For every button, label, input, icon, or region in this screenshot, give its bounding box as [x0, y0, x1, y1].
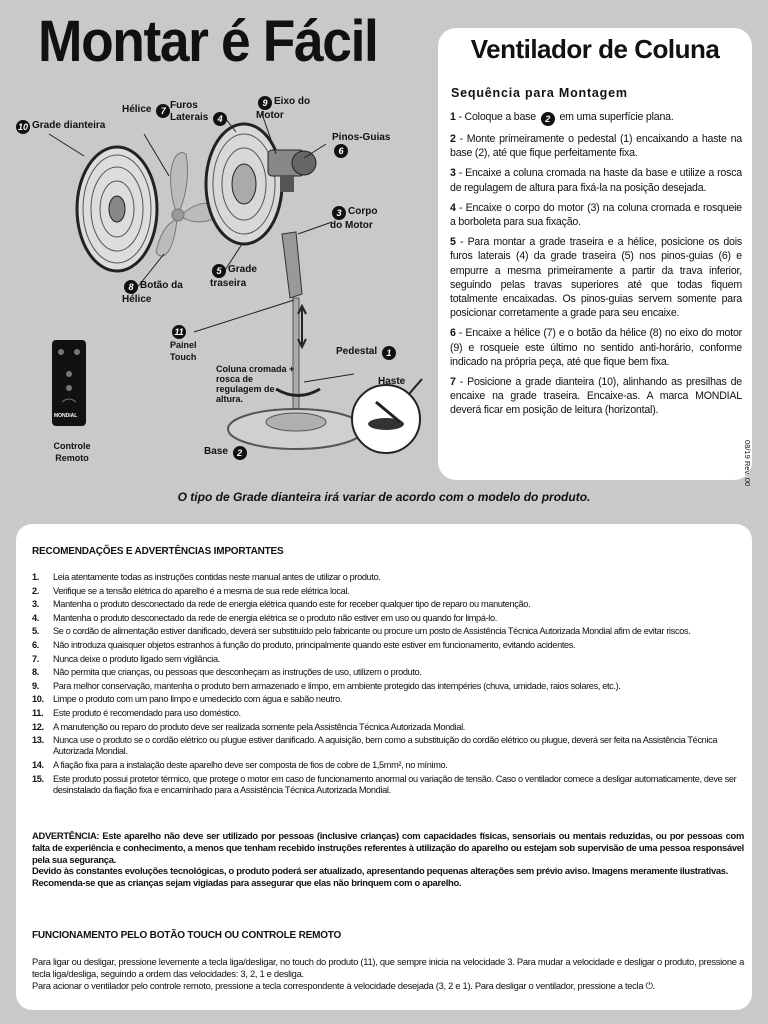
label-base: Base 2: [204, 446, 249, 460]
warning-text: ADVERTÊNCIA: Este aparelho não deve ser utilizado por pessoas (inclusive crianças) com capacidades físicas, sensoriais ou mentais reduzidas, ou por pessoas com falta de experiência e conhecimento, a menos que tenham recebido instruções referentes à utilização do aparelho ou estejam sob supervisão de uma pessoa responsável pela sua segurança.: [32, 830, 744, 865]
list-item: 11. Este produto é recomendado para uso doméstico.: [32, 707, 241, 718]
label-pedestal: Pedestal 1: [336, 346, 398, 360]
function-remote-text: Para acionar o ventilador pelo controle remoto, pressione a tecla correspondente à velocidade desejada (3, 2 e 1). Para desligar o ventilador, pressione a tecla ⏻.: [32, 980, 655, 991]
haste-inset: [352, 379, 422, 453]
label-botao-helice: 8 Botão da Hélice: [122, 280, 183, 305]
function-title: FUNCIONAMENTO PELO BOTÃO TOUCH OU CONTROLE REMOTO: [32, 930, 342, 941]
step-1: 1 - Coloque a base 2 em uma superfície plana.: [450, 111, 674, 124]
list-item: 6. Não introduza quaisquer objetos estranhos à função do produto, principalmente quando este estiver em funcionamento, evitando acidentes.: [32, 639, 576, 650]
list-item: 13. Nunca use o produto se o cordão elétrico ou plugue estiver danificado. A aquisição, bem como a substituição do cordão elétrico ou plugue, deverá ser feita na Assistência Técnica Autorizada Mondial.: [32, 735, 718, 757]
update-notice: Devido às constantes evoluções tecnológicas, o produto poderá ser atualizado, apresentando pequenas alterações sem prévio aviso. Imagens meramente ilustrativas.: [32, 865, 729, 877]
remote-brand: MONDIAL: [54, 413, 78, 419]
recommendations-panel: [16, 524, 752, 1010]
assembly-card: [438, 28, 752, 480]
list-item: 5. Se o cordão de alimentação estiver danificado, deverá ser substituído pelo fabricante ou procure um posto de Assistência Técnica Autorizada Mondial afim de evitar riscos.: [32, 626, 691, 637]
badge-1-icon: 1: [382, 346, 396, 360]
label-haste: Haste: [378, 376, 406, 387]
recommendations-title: RECOMENDAÇÕES E ADVERTÊNCIAS IMPORTANTES: [32, 546, 284, 557]
list-item: 3. Mantenha o produto desconectado da rede de energia elétrica quando este for receber qualquer tipo de reparo ou manutenção.: [32, 599, 531, 610]
step-2: 2 - Monte primeiramente o pedestal (1) encaixando a haste na base (2), até que fique perfeitamente fixa.: [450, 133, 742, 160]
list-item: 4. Mantenha o produto desconectado da rede de energia elétrica se o produto não estiver em uso ou quando for limpá-lo.: [32, 612, 497, 623]
step-5: 5 - Para montar a grade traseira e a hélice, posicione os dois furos laterais (4) da grade traseira (5) nos pinos-guias (6) e empurre a mesma primeiramente a partir da trava inferior, seguindo pelas travas superiores até que todas fiquem totalmente encaixadas. Os pinos-guias servem somente para posicionar corretamente a grade para seu encaixe.: [450, 236, 742, 320]
list-item: 8. Não permita que crianças, ou pessoas que desconheçam as instruções de uso, utilizem o produto.: [32, 667, 422, 678]
function-block: [32, 956, 744, 992]
list-item: 10. Limpe o produto com um pano limpo e umedecido com água e sabão neutro.: [32, 694, 343, 705]
list-item: 15. Este produto possui protetor térmico, que protege o motor em caso de funcionamento anormal ou variação de tensão. Caso o ventilador comece a desligar automaticamente, deve ser desinstalado da fiação fixa e encaminhado para a Assistência Técnica Autorizada Mondial.: [32, 773, 737, 795]
label-helice: Hélice 7: [122, 104, 172, 118]
list-item: 9. Para melhor conservação, mantenha o produto bem armazenado e limpo, em ambiente protegido das intempéries (chuva, umidade, raios solares, etc.).: [32, 680, 621, 691]
step-3: 3 - Encaixe a coluna cromada na haste da base e utilize a rosca de regulagem de altura para fixá-la na posição desejada.: [450, 167, 742, 194]
badge-4-icon: 4: [213, 112, 227, 126]
step-4: 4 - Encaixe o corpo do motor (3) na coluna cromada e rosqueie a borboleta para sua fixação.: [450, 201, 742, 229]
assembly-diagram: [14, 84, 434, 484]
badge-9-icon: 9: [258, 96, 272, 110]
list-item: 1. Leia atentamente todas as instruções contidas neste manual antes de utilizar o produto.: [32, 572, 381, 582]
badge-10-icon: 10: [17, 122, 28, 132]
label-controle-remoto: Controle Remoto: [53, 441, 91, 463]
card-title: Ventilador de Coluna: [470, 34, 720, 64]
label-corpo-motor: 3 Corpo do Motor: [330, 206, 378, 231]
recommendations-list: [32, 572, 744, 798]
badge-3-icon: 3: [332, 206, 346, 220]
label-pinos-guias: Pinos-Guias 6: [332, 132, 391, 156]
card-subtitle: Sequência para Montagem: [451, 86, 628, 100]
badge-2-icon: 2: [233, 446, 247, 460]
badge-8-icon: 8: [124, 280, 138, 294]
label-coluna: Coluna cromada + rosca de regulagem de altura.: [216, 364, 295, 404]
page-title: Montar é Fácil: [38, 9, 378, 74]
rear-grille-drawing: [206, 124, 282, 244]
list-item: 12. A manutenção ou reparo do produto deve ser realizada somente pela Assistência Técnica Autorizada Mondial.: [32, 721, 466, 732]
grille-caption: O tipo de Grade dianteira irá variar de acordo com o modelo do produto.: [177, 490, 591, 504]
step-6: 6 - Encaixe a hélice (7) e o botão da hélice (8) no eixo do motor (9) e rosqueie este último no sentido anti-horário, conforme indicado na própria peça, até que fique bem fixa.: [450, 327, 742, 368]
label-eixo-motor: 9 Eixo do Motor: [256, 96, 311, 121]
label-furos-laterais: Furos Laterais 4: [170, 100, 230, 126]
label-grade-dianteira: 10 Grade dianteira: [17, 120, 106, 132]
steps-list: [450, 110, 742, 424]
list-item: 2. Verifique se a tensão elétrica do aparelho é a mesma de sua rede elétrica local.: [32, 585, 350, 596]
step-7: 7 - Posicione a grade dianteira (10), alinhando as presilhas de encaixe na grade traseira. Encaixe-as. A marca MONDIAL deverá ficar em posição de leitura (horizontal).: [450, 376, 742, 417]
label-painel-touch: 11Painel Touch: [170, 327, 197, 362]
function-touch-text: Para ligar ou desligar, pressione levemente a tecla liga/desligar, no touch do produto (11), que sempre inicia na velocidade 3. Para mudar a velocidade e desligar o produto, pressione a tecla liga/desliga, seguindo a ordem das velocidades: 3, 2, 1 e desliga.: [32, 956, 744, 979]
children-notice: Recomenda-se que as crianças sejam vigiadas para assegurar que elas não brinquem com o aparelho.: [32, 877, 462, 889]
badge-6-icon: 6: [334, 144, 348, 158]
front-grille-drawing: [77, 147, 157, 271]
label-grade-traseira: 5 Grade traseira: [210, 264, 257, 289]
list-item: 14. A fiação fixa para a instalação deste aparelho deve ser composta de fios de cobre de 1,5mm², no mínimo.: [32, 759, 448, 770]
badge-7-icon: 7: [156, 104, 170, 118]
revision-code: 08/19 Rev. 00: [743, 440, 752, 487]
badge-5-icon: 5: [212, 264, 226, 278]
warning-block: [32, 830, 744, 889]
list-item: 7. Nunca deixe o produto ligado sem vigilância.: [32, 653, 220, 664]
step-badge-icon: 2: [541, 112, 555, 126]
badge-11-icon: 11: [172, 325, 186, 339]
